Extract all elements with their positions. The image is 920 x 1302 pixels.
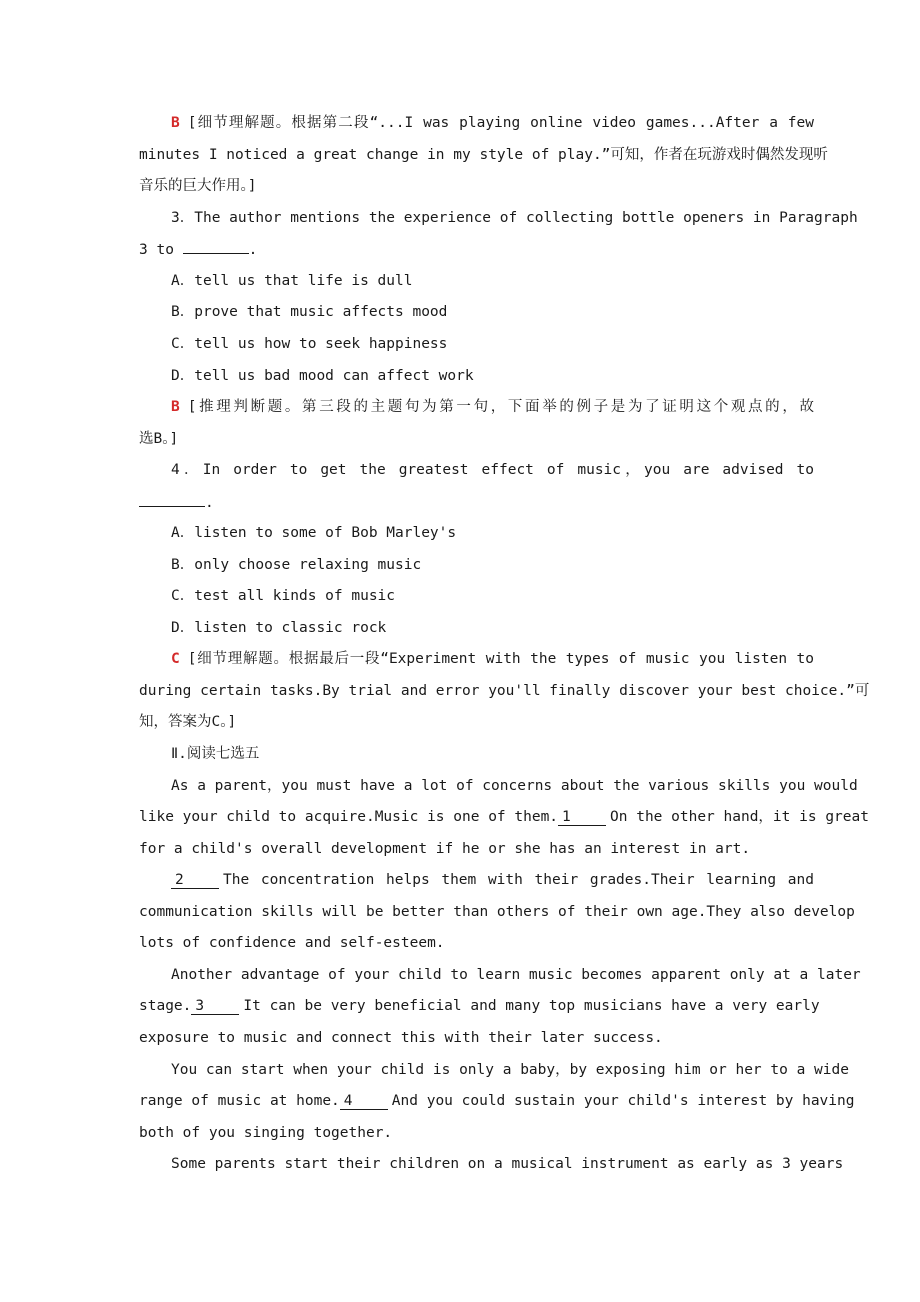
passage-p4-line2: range of music at home. 4 And you could sustain your child's interest by having (139, 1093, 855, 1109)
q4-stem-line1: 4．In order to get the greatest effect of music，you are advised to (171, 462, 814, 478)
passage-p3-line3: exposure to music and connect this with their later success. (139, 1030, 663, 1046)
gap-1: 1 (558, 809, 606, 826)
passage-p5-line1: Some parents start their children on a musical instrument as early as 3 years (171, 1156, 844, 1172)
q3-stem-line1: 3．The author mentions the experience of collecting bottle openers in Paragraph (171, 210, 858, 226)
q3-option-a: A．tell us that life is dull (171, 273, 413, 289)
q4-option-a: A．listen to some of Bob Marley's (171, 525, 457, 541)
q3-stem-line2: 3 to . (139, 239, 814, 260)
passage-p1-line2: like your child to acquire.Music is one of them. 1 On the other hand，it is great (139, 809, 869, 825)
gap-4: 4 (340, 1093, 388, 1110)
answer-blank (183, 239, 249, 254)
q3-option-d: D．tell us bad mood can affect work (171, 368, 474, 384)
q4-explanation-line2: during certain tasks.By trial and error you'll finally discover your best choice.”可 (139, 683, 870, 699)
passage-p2-line3: lots of confidence and self-esteem. (139, 935, 445, 951)
passage-p2-line2: communication skills will be better than others of their own age.They also develop (139, 904, 855, 920)
answer-blank (139, 492, 205, 507)
answer-letter: B (171, 399, 180, 415)
passage-p1-line3: for a child's overall development if he or she has an interest in art. (139, 841, 751, 857)
q3-option-b: B．prove that music affects mood (171, 304, 448, 320)
passage-p2-line1: 2 The concentration helps them with their grades.Their learning and (171, 870, 814, 890)
q4-option-d: D．listen to classic rock (171, 620, 387, 636)
q2-explanation-line2: minutes I noticed a great change in my style of play.”可知，作者在玩游戏时偶然发现听 (139, 147, 828, 163)
q4-option-b: B．only choose relaxing music (171, 557, 422, 573)
passage-p4-line1: You can start when your child is only a baby，by exposing him or her to a wide (171, 1062, 849, 1078)
q4-stem-line2: . (139, 492, 814, 513)
q4-explanation-line3: 知，答案为C。] (139, 714, 237, 730)
q4-explanation-line1: C [细节理解题。根据最后一段“Experiment with the types of music you listen to (171, 651, 814, 667)
q3-option-c: C．tell us how to seek happiness (171, 336, 448, 352)
gap-2: 2 (171, 872, 219, 889)
q3-explanation-line2: 选B。] (139, 431, 179, 447)
gap-3: 3 (191, 998, 239, 1015)
passage-p3-line1: Another advantage of your child to learn music becomes apparent only at a later (171, 967, 861, 983)
q2-explanation-line3: 音乐的巨大作用。] (139, 178, 257, 194)
passage-p1-line1: As a parent，you must have a lot of concerns about the various skills you would (171, 778, 858, 794)
passage-p4-line3: both of you singing together. (139, 1125, 393, 1141)
passage-p3-line2: stage. 3 It can be very beneficial and many top musicians have a very early (139, 998, 820, 1014)
section-heading: Ⅱ.阅读七选五 (171, 746, 260, 762)
q2-explanation-line1: B [细节理解题。根据第二段“...I was playing online video games...After a few (171, 115, 814, 131)
answer-letter: C (171, 651, 180, 667)
q3-explanation-line1: B [推理判断题。第三段的主题句为第一句，下面举的例子是为了证明这个观点的，故 (171, 399, 814, 415)
q4-option-c: C．test all kinds of music (171, 588, 396, 604)
answer-letter: B (171, 115, 180, 131)
